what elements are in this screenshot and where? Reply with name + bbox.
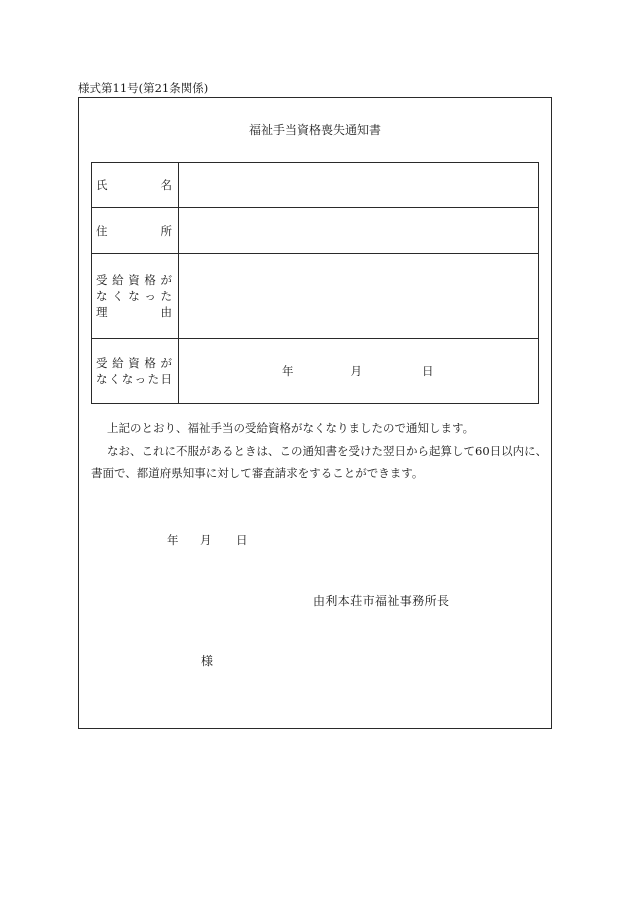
- label-character: が: [160, 356, 172, 370]
- document-title: 福祉手当資格喪失通知書: [248, 123, 381, 137]
- label-character: く: [112, 289, 124, 303]
- label-character: が: [160, 273, 172, 287]
- issue-date-year-label: 年: [167, 533, 179, 547]
- label-character: た: [147, 372, 160, 386]
- label-character: な: [121, 372, 134, 386]
- label-character: 資: [128, 273, 140, 287]
- notice-text: [91, 417, 551, 485]
- address-label-cell: [92, 208, 179, 253]
- table-row-reason: [92, 253, 538, 338]
- notice-line: なお、これに不服があるときは、この通知書を受けた翌日から起算して60日以内に、: [107, 443, 548, 458]
- label-character: な: [96, 372, 108, 386]
- loss-date-fields: [179, 339, 538, 403]
- label-character: 住: [96, 223, 108, 238]
- label-character: 格: [144, 356, 156, 370]
- table-row-name: [92, 163, 538, 207]
- loss-date-value-cell: [179, 339, 538, 403]
- address-label: [96, 223, 172, 239]
- reason-label-cell: [92, 254, 179, 338]
- notice-line: 上記のとおり、福祉手当の受給資格がなくなりましたので通知します。: [107, 421, 475, 435]
- label-character: 給: [112, 356, 124, 370]
- recipient-honorific: 様: [201, 654, 214, 668]
- issuer-name: 由利本荘市福祉事務所長: [313, 594, 450, 608]
- name-value-cell: [179, 163, 538, 207]
- issue-date-day-label: 日: [236, 533, 248, 547]
- table-row-loss-date: [92, 338, 538, 403]
- loss-date-day-label: 日: [422, 364, 434, 378]
- label-character: な: [128, 289, 140, 303]
- label-character: 給: [112, 273, 124, 287]
- label-character: 所: [160, 223, 172, 238]
- notice-line: 書面で、都道府県知事に対して審査請求をすることができます。: [91, 466, 424, 480]
- loss-date-label-line: [96, 355, 172, 371]
- info-table: [91, 162, 539, 404]
- label-character: 受: [96, 356, 108, 370]
- label-character: っ: [134, 372, 147, 386]
- issue-date: [79, 532, 379, 548]
- reason-label-line: [96, 272, 172, 288]
- address-value-cell: [179, 208, 538, 253]
- issue-date-month-label: 月: [200, 533, 212, 547]
- reason-value-cell: [179, 254, 538, 338]
- reason-label-line: [96, 304, 172, 320]
- form-number: 様式第11号(第21条関係): [78, 81, 209, 95]
- loss-date-year-label: 年: [282, 364, 294, 378]
- loss-date-label-line: [96, 371, 172, 387]
- table-row-address: [92, 207, 538, 253]
- label-character: 日: [160, 372, 172, 386]
- label-character: た: [160, 289, 172, 303]
- label-character: 理: [96, 305, 108, 319]
- loss-date-label-cell: [92, 339, 179, 403]
- form-frame: [78, 97, 552, 729]
- label-character: な: [96, 289, 108, 303]
- label-character: っ: [144, 289, 156, 303]
- name-label-cell: [92, 163, 179, 207]
- name-label: [96, 177, 172, 193]
- loss-date-month-label: 月: [350, 364, 362, 378]
- label-character: 格: [144, 273, 156, 287]
- label-character: 氏: [96, 178, 108, 192]
- reason-label-line: [96, 288, 172, 304]
- label-character: 名: [160, 178, 172, 192]
- label-character: 由: [160, 305, 172, 319]
- label-character: 資: [128, 356, 140, 370]
- label-character: く: [108, 372, 121, 386]
- label-character: 受: [96, 273, 108, 287]
